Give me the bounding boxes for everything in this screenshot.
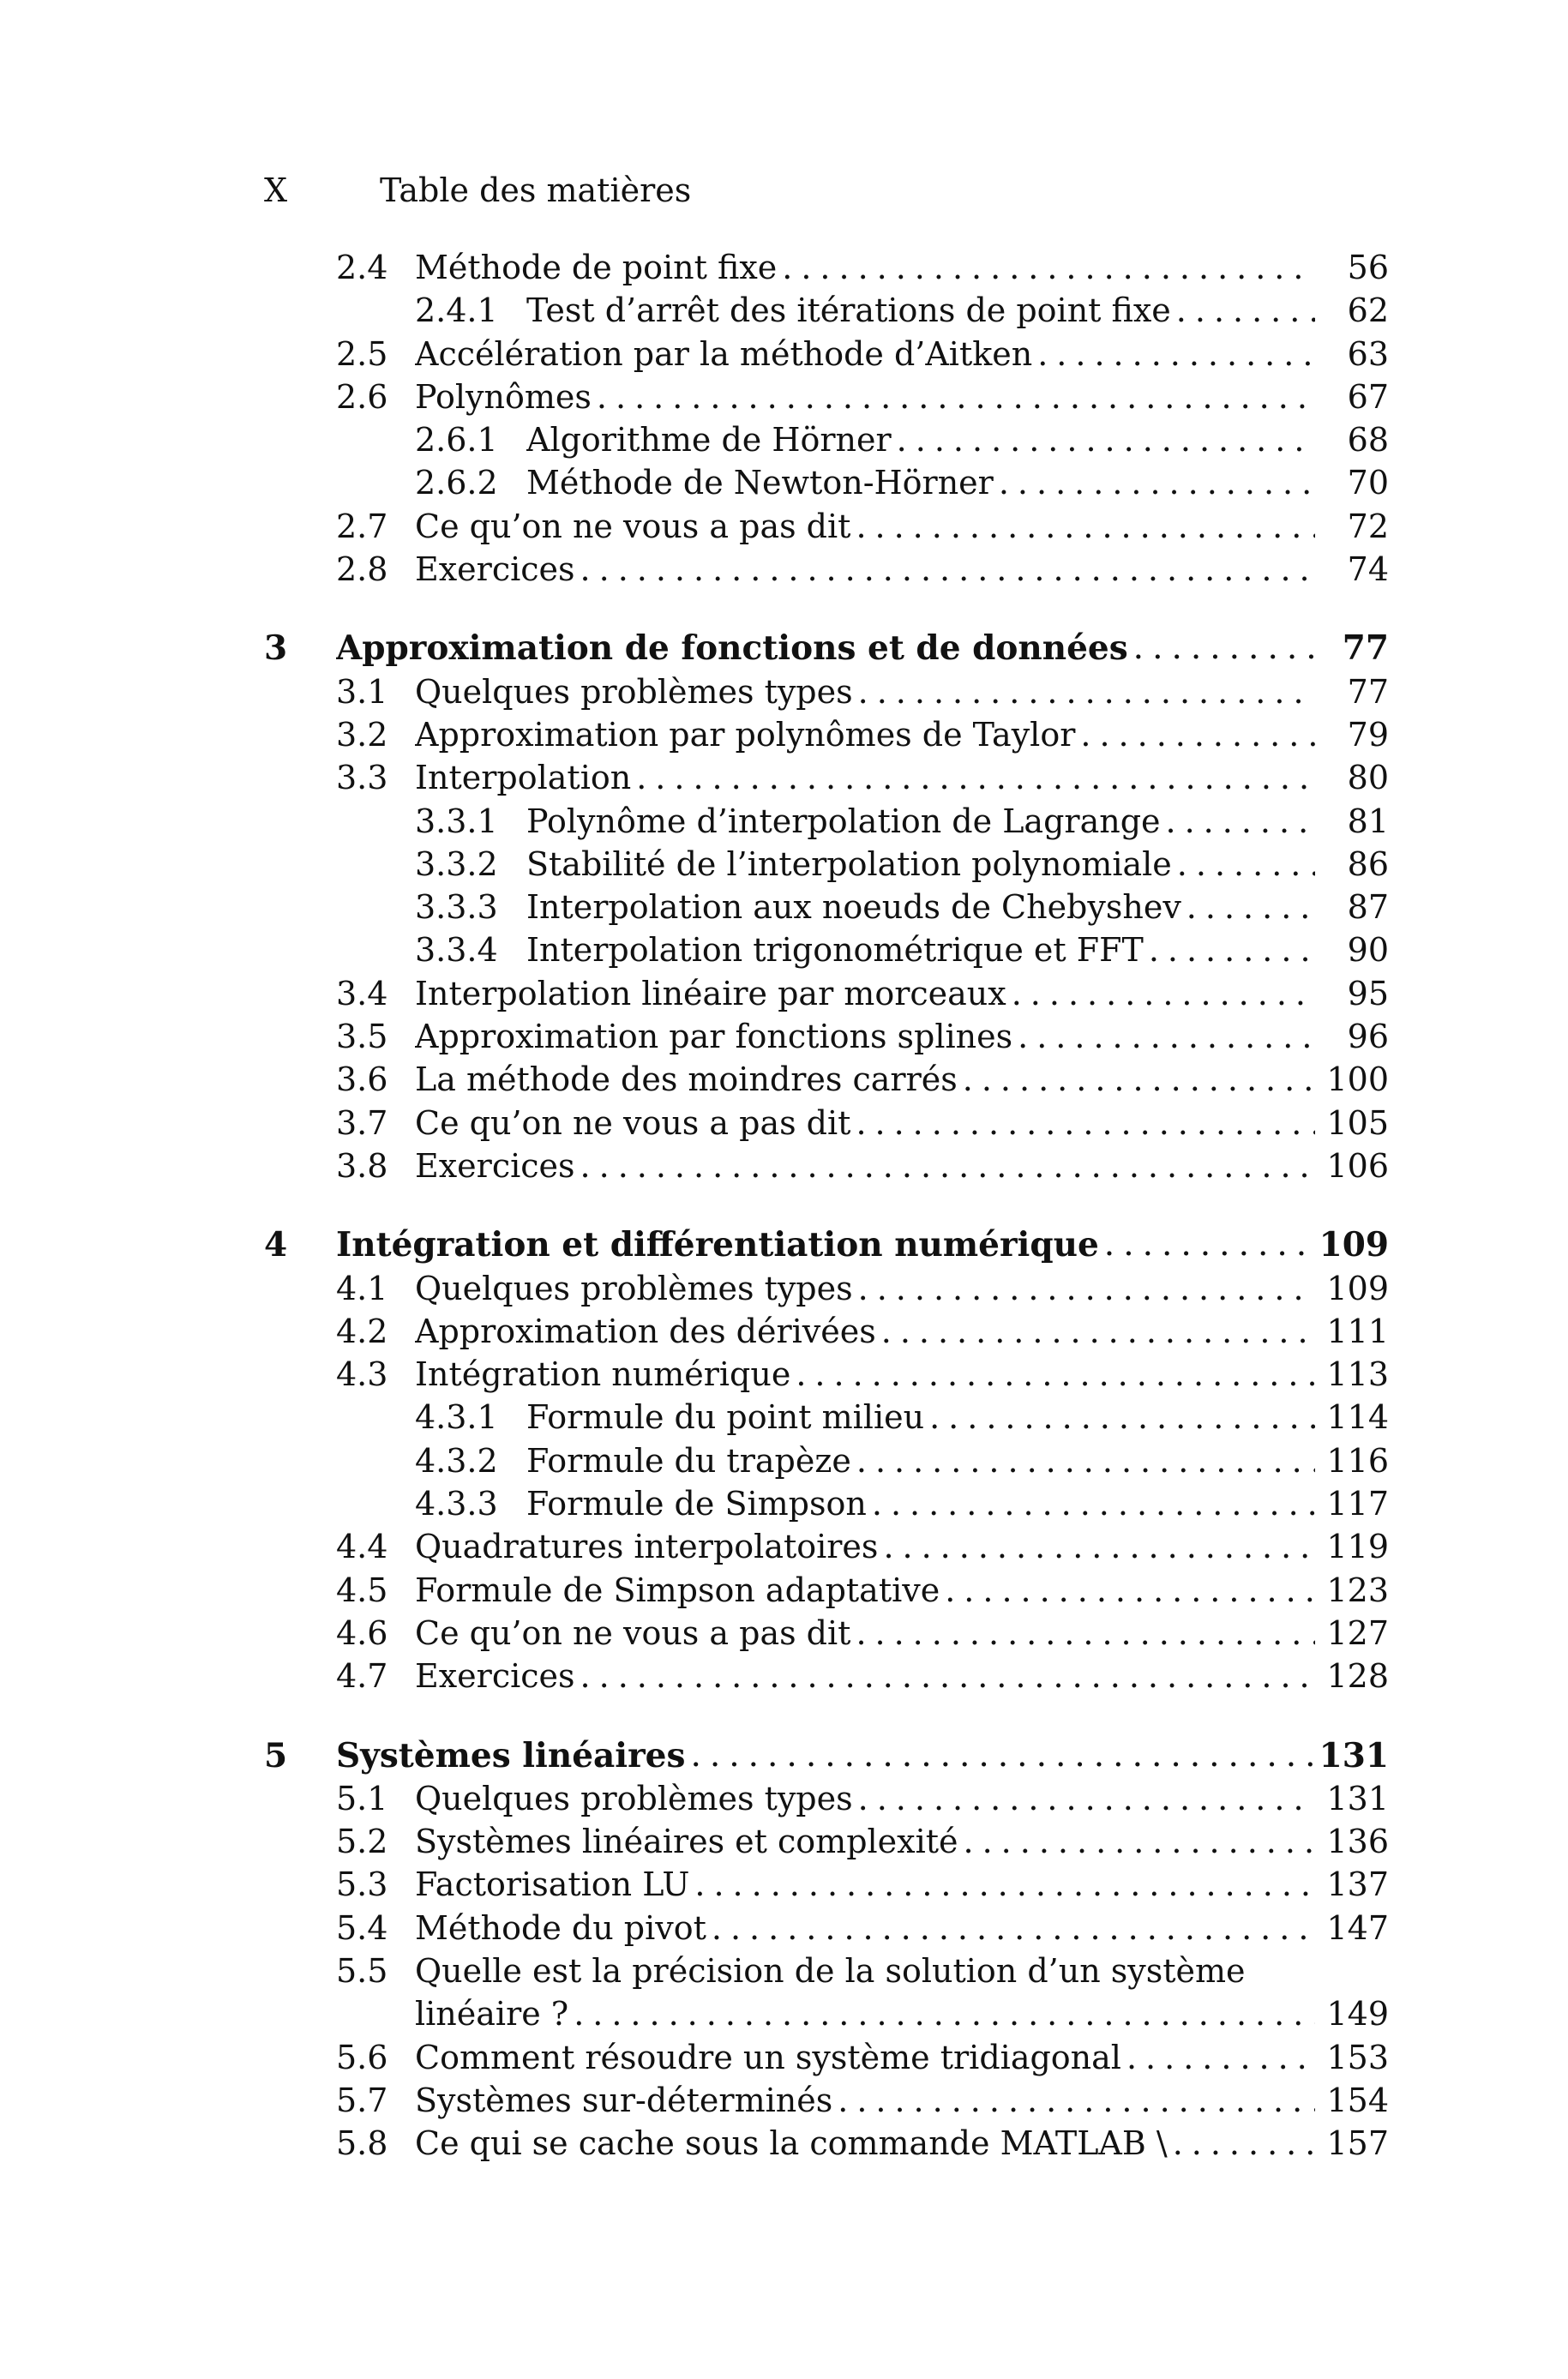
toc-entry-title: Formule de Simpson (526, 1485, 867, 1523)
toc-entry-number: 3.3.3 (415, 888, 498, 927)
toc-entry (264, 1058, 1389, 1101)
toc-entry-title: Interpolation trigonométrique et FFT (526, 931, 1144, 970)
dot-leader (856, 1102, 1315, 1144)
toc-entry-number: 4 (264, 1225, 288, 1265)
dot-leader (856, 1439, 1315, 1482)
toc-entry-number: 4.2 (336, 1312, 388, 1350)
toc-entry (264, 2122, 1389, 2165)
toc-entry-number: 3.3.2 (415, 844, 498, 883)
toc-entry-page: 157 (1326, 2124, 1389, 2163)
toc-entry (264, 289, 1389, 332)
dot-leader (580, 1655, 1315, 1697)
toc-entry-page: 116 (1326, 1441, 1389, 1480)
toc-entry-page: 72 (1347, 507, 1389, 545)
toc-entry-title: Formule de Simpson adaptative (415, 1571, 940, 1609)
toc-entry-number: 4.7 (336, 1657, 388, 1696)
toc-entry-title: Stabilité de l’interpolation polynomiale (526, 844, 1172, 883)
dot-leader (597, 375, 1315, 418)
toc-entry-title: Méthode de Newton-Hörner (526, 464, 994, 502)
toc-entry-page: 70 (1347, 464, 1389, 502)
toc-entry-number: 3.7 (336, 1103, 388, 1142)
toc-entry-title: Interpolation aux noeuds de Chebyshev (526, 888, 1181, 927)
toc-entry-title: Interpolation linéaire par morceaux (415, 974, 1006, 1012)
toc-entry-title: linéaire ? (415, 1995, 569, 2034)
toc-entry-number: 4.5 (336, 1571, 388, 1609)
toc-entry (264, 928, 1389, 971)
toc-entry-number: 3.2 (336, 715, 388, 754)
toc-entry-title: Quelques problèmes types (415, 1779, 853, 1817)
toc-entry-page: 147 (1326, 1908, 1389, 1947)
toc-entry-page: 95 (1347, 974, 1389, 1012)
toc-entry-number: 4.4 (336, 1528, 388, 1566)
toc-entry-title: Méthode du pivot (415, 1908, 706, 1947)
toc-entry (264, 670, 1389, 713)
toc-entry-title: Quadratures interpolatoires (415, 1528, 879, 1566)
dot-leader (872, 1482, 1315, 1525)
dot-leader (858, 1777, 1315, 1820)
dot-leader (858, 1267, 1315, 1310)
toc-entry-page: 113 (1326, 1355, 1389, 1394)
dot-leader (1176, 289, 1315, 332)
toc-entry (264, 800, 1389, 843)
toc-entry (264, 843, 1389, 886)
toc-entry-title: Polynômes (415, 377, 592, 416)
toc-entry-page: 109 (1326, 1269, 1389, 1307)
toc-entry (264, 246, 1389, 289)
toc-entry-page: 153 (1326, 2038, 1389, 2076)
toc-entry-page: 87 (1347, 888, 1389, 927)
toc-entry (264, 1482, 1389, 1525)
toc-entry-title: Quelle est la précision de la solution d’un système (415, 1951, 1246, 1990)
toc-entry-page: 56 (1347, 249, 1389, 286)
toc-entry-page: 111 (1326, 1312, 1389, 1350)
toc-entry-number: 5.3 (336, 1865, 388, 1904)
toc-entry (264, 1992, 1389, 2035)
toc-entry-page: 136 (1326, 1823, 1389, 1861)
toc-entry-number: 2.7 (336, 507, 388, 545)
toc-entry-title: Ce qui se cache sous la commande MATLAB \ (415, 2124, 1168, 2163)
toc-entry-number: 2.5 (336, 334, 388, 373)
toc-entry-title: Approximation par polynômes de Taylor (415, 715, 1076, 754)
toc-entry-title: Intégration numérique (415, 1355, 791, 1394)
toc-entry-page: 96 (1347, 1018, 1389, 1056)
toc-entry (264, 972, 1389, 1015)
dot-leader (574, 1992, 1315, 2035)
toc-entry-page: 127 (1326, 1613, 1389, 1652)
toc-entry-title: Approximation par fonctions splines (415, 1018, 1013, 1056)
toc-chapter-entry (264, 1223, 1389, 1266)
toc-entry (264, 505, 1389, 548)
toc-entry-number: 4.3 (336, 1355, 388, 1394)
toc-entry-title: Ce qu’on ne vous a pas dit (415, 1613, 851, 1652)
toc-entry-title: Exercices (415, 1146, 575, 1185)
toc-entry (264, 2036, 1389, 2079)
toc-entry-number: 3.6 (336, 1060, 388, 1099)
dot-leader (1104, 1223, 1315, 1266)
toc-entry-page: 154 (1326, 2081, 1389, 2119)
dot-leader (1166, 800, 1315, 843)
toc-entry-number: 2.6.2 (415, 464, 498, 502)
toc-entry-number: 4.3.3 (415, 1485, 498, 1523)
toc-entry-page: 81 (1347, 802, 1389, 840)
toc-entry (264, 1310, 1389, 1353)
toc-entry (264, 548, 1389, 591)
toc-entry-title: Algorithme de Hörner (526, 421, 892, 460)
toc-entry-title: Méthode de point fixe (415, 249, 778, 286)
dot-leader (796, 1353, 1315, 1396)
toc-entry-title: Systèmes linéaires et complexité (415, 1823, 958, 1861)
toc-entry-number: 3.5 (336, 1018, 388, 1056)
table-of-contents (264, 246, 1389, 2165)
toc-entry-title: Formule du point milieu (526, 1398, 925, 1437)
toc-entry-number: 2.4 (336, 249, 388, 286)
toc-entry-number: 2.6 (336, 377, 388, 416)
toc-entry-title: Exercices (415, 550, 575, 589)
dot-leader (580, 1144, 1315, 1187)
dot-leader (1037, 333, 1315, 375)
toc-entry-title: Formule du trapèze (526, 1441, 851, 1480)
running-title: Table des matières (380, 171, 692, 209)
toc-entry-number: 3.3.1 (415, 802, 498, 840)
toc-entry-page: 106 (1326, 1146, 1389, 1185)
dot-leader (712, 1907, 1315, 1949)
toc-chapter-entry (264, 627, 1389, 670)
toc-entry-title: Ce qu’on ne vous a pas dit (415, 1103, 851, 1142)
toc-entry (264, 1863, 1389, 1906)
toc-entry-page: 63 (1347, 334, 1389, 373)
page-number: X (264, 171, 288, 209)
dot-leader (782, 246, 1315, 289)
toc-entry-title: Factorisation LU (415, 1865, 690, 1904)
dot-leader (964, 1820, 1315, 1863)
toc-entry-page: 100 (1326, 1060, 1389, 1099)
toc-entry (264, 756, 1389, 799)
toc-entry-number: 5 (264, 1735, 288, 1775)
toc-entry-number: 5.5 (336, 1951, 388, 1990)
dot-leader (1126, 2036, 1315, 2079)
toc-entry-page: 123 (1326, 1571, 1389, 1609)
toc-entry (264, 375, 1389, 418)
dot-leader (999, 461, 1315, 504)
toc-entry (264, 886, 1389, 928)
toc-entry (264, 2079, 1389, 2122)
toc-entry-page: 131 (1319, 1735, 1389, 1775)
dot-leader (1173, 2122, 1315, 2165)
toc-entry (264, 1439, 1389, 1482)
toc-entry (264, 1569, 1389, 1612)
toc-entry (264, 461, 1389, 504)
toc-entry-number: 5.1 (336, 1779, 388, 1817)
toc-entry-number: 3.3.4 (415, 931, 498, 970)
toc-entry-page: 67 (1347, 377, 1389, 416)
toc-entry-page: 80 (1347, 759, 1389, 797)
toc-entry-number: 4.1 (336, 1269, 388, 1307)
page-header (264, 168, 1396, 213)
toc-entry-page: 86 (1347, 844, 1389, 883)
toc-entry-number: 4.3.1 (415, 1398, 498, 1437)
toc-entry-title: Approximation des dérivées (415, 1312, 876, 1350)
dot-leader (963, 1058, 1315, 1101)
dot-leader (690, 1734, 1315, 1777)
toc-entry-page: 79 (1347, 715, 1389, 754)
toc-entry-title: Systèmes linéaires (336, 1735, 686, 1775)
dot-leader (945, 1569, 1315, 1612)
dot-leader (636, 756, 1315, 799)
toc-chapter-entry (264, 1734, 1389, 1777)
toc-entry-number: 5.7 (336, 2081, 388, 2119)
toc-entry (264, 1015, 1389, 1058)
toc-entry-title: La méthode des moindres carrés (415, 1060, 958, 1099)
dot-leader (580, 548, 1315, 591)
toc-entry-title: Ce qu’on ne vous a pas dit (415, 507, 851, 545)
dot-leader (1149, 928, 1315, 971)
dot-leader (1187, 886, 1315, 928)
toc-entry-number: 3.8 (336, 1146, 388, 1185)
toc-entry-page: 149 (1326, 1995, 1389, 2034)
toc-entry-number: 5.6 (336, 2038, 388, 2076)
dot-leader (856, 1612, 1315, 1655)
toc-entry-page: 117 (1326, 1485, 1389, 1523)
toc-entry-page: 109 (1319, 1225, 1389, 1265)
toc-entry-number: 4.3.2 (415, 1441, 498, 1480)
dot-leader (1018, 1015, 1315, 1058)
toc-entry-page: 131 (1326, 1779, 1389, 1817)
toc-entry (264, 1949, 1389, 1992)
toc-entry (264, 1267, 1389, 1310)
toc-entry (264, 1907, 1389, 1949)
toc-entry (264, 1612, 1389, 1655)
toc-entry-page: 128 (1326, 1657, 1389, 1696)
toc-entry (264, 1102, 1389, 1144)
dot-leader (838, 2079, 1315, 2122)
toc-entry-page: 105 (1326, 1103, 1389, 1142)
toc-entry-number: 5.4 (336, 1908, 388, 1947)
toc-entry-title: Comment résoudre un système tridiagonal (415, 2038, 1121, 2076)
toc-entry-page: 90 (1347, 931, 1389, 970)
toc-entry-title: Exercices (415, 1657, 575, 1696)
toc-entry (264, 1820, 1389, 1863)
toc-entry-number: 3.3 (336, 759, 388, 797)
toc-entry (264, 1144, 1389, 1187)
toc-entry-title: Intégration et différentiation numérique (336, 1225, 1099, 1265)
toc-entry-page: 62 (1347, 291, 1389, 330)
toc-entry-number: 3.4 (336, 974, 388, 1012)
toc-entry-title: Systèmes sur-déterminés (415, 2081, 833, 2119)
toc-entry-title: Quelques problèmes types (415, 1269, 853, 1307)
toc-entry-title: Approximation de fonctions et de données (336, 628, 1128, 669)
dot-leader (1177, 843, 1315, 886)
toc-entry-page: 77 (1347, 672, 1389, 711)
toc-entry-title: Interpolation (415, 759, 632, 797)
toc-entry-number: 2.4.1 (415, 291, 498, 330)
toc-entry-number: 5.2 (336, 1823, 388, 1861)
dot-leader (858, 670, 1315, 713)
dot-leader (883, 1525, 1315, 1568)
dot-leader (929, 1396, 1315, 1439)
toc-entry-number: 5.8 (336, 2124, 388, 2163)
dot-leader (897, 418, 1315, 461)
dot-leader (856, 505, 1315, 548)
toc-entry (264, 1353, 1389, 1396)
toc-entry (264, 1525, 1389, 1568)
toc-entry-title: Test d’arrêt des itérations de point fixe (526, 291, 1171, 330)
dot-leader (881, 1310, 1315, 1353)
toc-entry-page: 137 (1326, 1865, 1389, 1904)
toc-entry-title: Accélération par la méthode d’Aitken (415, 334, 1033, 373)
toc-entry-page: 68 (1347, 421, 1389, 460)
toc-entry-number: 2.6.1 (415, 421, 498, 460)
toc-entry-page: 74 (1347, 550, 1389, 589)
toc-entry (264, 713, 1389, 756)
toc-entry-number: 2.8 (336, 550, 388, 589)
dot-leader (1012, 972, 1315, 1015)
toc-entry-title: Polynôme d’interpolation de Lagrange (526, 802, 1161, 840)
toc-entry (264, 1655, 1389, 1697)
toc-entry-number: 4.6 (336, 1613, 388, 1652)
toc-entry-page: 77 (1342, 628, 1389, 669)
toc-entry-number: 3.1 (336, 672, 388, 711)
toc-entry (264, 1396, 1389, 1439)
toc-entry-page: 114 (1326, 1398, 1389, 1437)
toc-entry-number: 3 (264, 628, 288, 669)
toc-entry-title: Quelques problèmes types (415, 672, 853, 711)
dot-leader (1133, 627, 1315, 670)
dot-leader (1080, 713, 1315, 756)
toc-entry (264, 333, 1389, 375)
dot-leader (694, 1863, 1315, 1906)
toc-entry (264, 418, 1389, 461)
toc-entry-page: 119 (1326, 1528, 1389, 1566)
toc-entry (264, 1777, 1389, 1820)
